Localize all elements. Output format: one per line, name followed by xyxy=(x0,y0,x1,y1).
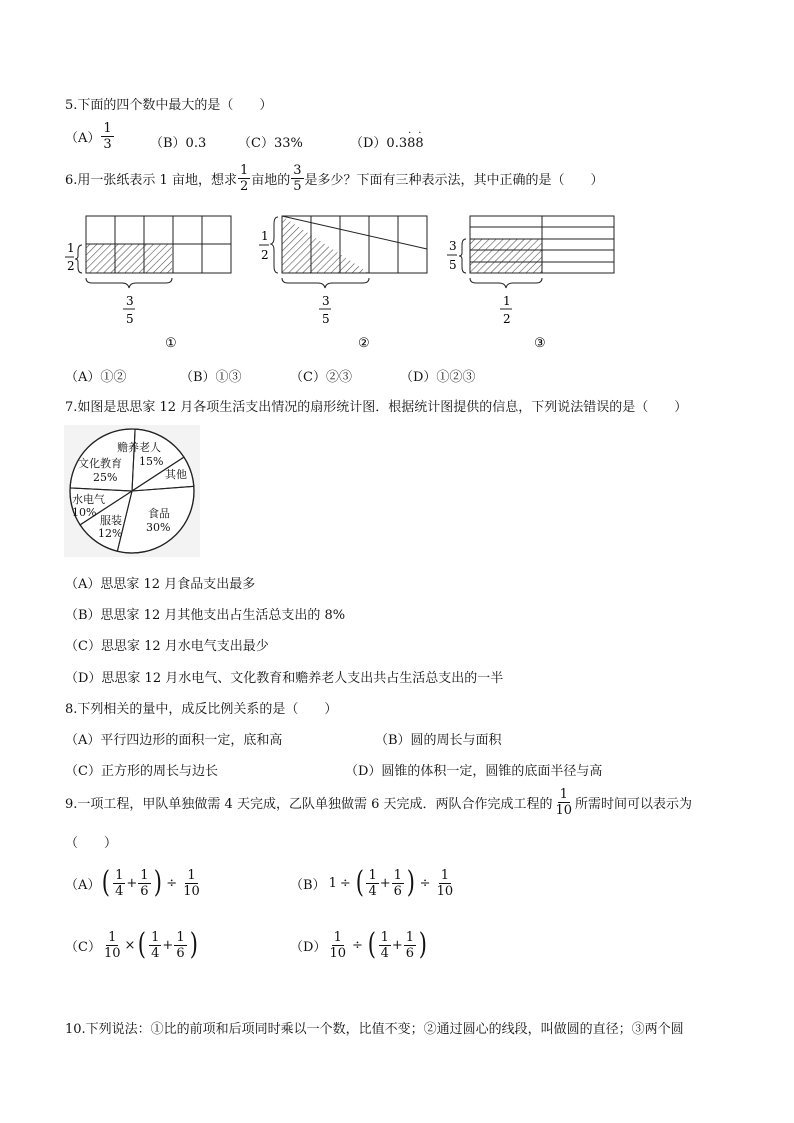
fraction xyxy=(366,869,378,898)
q8-option-c[interactable]: （C）正方形的周长与边长 xyxy=(65,764,218,779)
fraction-denominator: 2 xyxy=(239,179,249,194)
q6-option-b[interactable]: （B）①③ xyxy=(180,370,242,385)
q9-option-c[interactable] xyxy=(65,927,199,962)
fraction-denominator: 10 xyxy=(183,883,200,899)
repeat-dots: · · xyxy=(408,128,425,139)
fig1-caption: ① xyxy=(165,336,177,351)
fraction-numerator: 1 xyxy=(239,163,249,178)
pie-label-clothing: 服装 xyxy=(100,514,122,527)
q9-option-b[interactable] xyxy=(290,865,456,900)
q5-option-a-label: （A） xyxy=(65,131,101,146)
fraction-denominator: 6 xyxy=(405,945,415,961)
fraction-numerator: 1 xyxy=(440,867,449,883)
fraction-denominator: 4 xyxy=(368,883,377,899)
fig3-side-denominator: 5 xyxy=(449,258,457,272)
fraction-denominator: 5 xyxy=(293,179,302,194)
q10-stem: 10.下列说法：①比的前项和后项同时乘以一个数，比值不变；②通过圆心的线段，叫做圆的直径；③两个圆 xyxy=(65,1022,684,1037)
divide-sign: ÷ xyxy=(166,875,178,891)
q5-stem: 5.下面的四个数中最大的是（ ） xyxy=(65,98,273,113)
fraction-denominator: 6 xyxy=(176,945,185,961)
fig3-caption: ③ xyxy=(534,336,546,351)
fig1-bottom-denominator: 5 xyxy=(126,312,134,326)
pie-value-food: 30% xyxy=(146,521,171,534)
pie-value-education: 25% xyxy=(93,471,118,484)
q5-option-d-repeating xyxy=(407,128,425,151)
fig1-side-numerator: 1 xyxy=(67,241,75,255)
pie-value-utilities: 10% xyxy=(72,506,97,519)
right-paren: ) xyxy=(406,865,415,900)
q9-option-d[interactable] xyxy=(290,927,429,962)
left-paren: ( xyxy=(102,865,111,900)
fraction-numerator: 1 xyxy=(380,929,389,945)
divide-sign: ÷ xyxy=(339,875,351,891)
pie-label-food: 食品 xyxy=(148,507,170,520)
pie-label-elderly: 赡养老人 xyxy=(117,441,161,454)
plus-sign: + xyxy=(379,875,391,891)
fraction xyxy=(113,869,125,898)
fraction-denominator: 3 xyxy=(103,137,112,152)
fraction-denominator: 10 xyxy=(555,803,573,818)
shaded-region xyxy=(282,216,369,273)
q5-options xyxy=(65,122,115,151)
fraction xyxy=(138,869,150,898)
q5-option-d[interactable] xyxy=(350,128,425,151)
q7-stem: 7.如图是思思家 12 月各项生活支出情况的扇形统计图．根据统计图提供的信息，下列说法错误的是（ ） xyxy=(65,400,688,415)
fig1-side-denominator: 2 xyxy=(67,259,75,273)
q5-option-a-fraction xyxy=(101,122,113,151)
q9-stem-paren: （ ） xyxy=(65,836,118,851)
fraction-numerator: 1 xyxy=(108,929,117,945)
right-paren: ) xyxy=(189,927,198,962)
fraction-numerator: 1 xyxy=(405,929,415,945)
q6-option-a[interactable]: （A）①② xyxy=(65,370,127,385)
left-paren: ( xyxy=(355,865,364,900)
fraction xyxy=(174,931,186,960)
fraction-numerator: 1 xyxy=(393,867,402,883)
fraction-denominator: 10 xyxy=(329,945,346,961)
q9-stem-part2: 所需时间可以表示为 xyxy=(575,797,693,812)
fig2-bottom-numerator: 3 xyxy=(322,294,330,308)
shaded-region xyxy=(86,244,172,273)
q8-option-d[interactable]: （D）圆锥的体积一定，圆锥的底面半径与高 xyxy=(345,764,603,779)
divide-sign: ÷ xyxy=(351,937,363,953)
fraction-denominator: 4 xyxy=(380,945,389,961)
fraction xyxy=(404,931,416,960)
fraction-numerator: 1 xyxy=(187,867,196,883)
option-label: （C） xyxy=(65,939,101,955)
option-label: （D） xyxy=(290,939,327,955)
fig1-bottom-numerator: 3 xyxy=(126,294,134,308)
plus-sign: + xyxy=(391,937,403,953)
q6-stem-part1: 6.用一张纸表示 1 亩地，想求 xyxy=(65,173,237,188)
fraction-numerator: 1 xyxy=(151,929,160,945)
one: 1 xyxy=(328,875,337,891)
fraction xyxy=(181,869,202,898)
q9-stem-part1: 9.一项工程，甲队单独做需 4 天完成，乙队单独做需 6 天完成．两队合作完成工程的 xyxy=(65,797,553,812)
right-paren: ) xyxy=(153,865,162,900)
fig3-bottom-numerator: 1 xyxy=(503,294,511,308)
fraction-numerator: 1 xyxy=(140,867,149,883)
repeating-digits: 88 xyxy=(407,136,424,151)
fig2-side-denominator: 2 xyxy=(261,248,269,262)
fraction xyxy=(327,931,348,960)
fraction-numerator: 1 xyxy=(176,929,185,945)
q9-tenth-fraction xyxy=(553,788,574,817)
fraction xyxy=(392,869,404,898)
q6-stem-part2: 亩地的 xyxy=(251,173,291,188)
q6-stem xyxy=(65,164,604,193)
q7-option-c[interactable]: （C）思思家 12 月水电气支出最少 xyxy=(65,639,269,654)
pie-label-education: 文化教育 xyxy=(78,457,122,470)
fraction-denominator: 6 xyxy=(140,883,149,899)
option-label: （B） xyxy=(290,877,326,893)
q5-option-a[interactable] xyxy=(65,122,115,151)
fraction xyxy=(102,931,123,960)
q5-option-c[interactable]: （C）33% xyxy=(238,136,303,151)
divide-sign: ÷ xyxy=(419,875,431,891)
q7-option-b[interactable]: （B）思思家 12 月其他支出占生活总支出的 8% xyxy=(65,608,346,623)
q5-option-d-label: （D）0.3 xyxy=(350,136,408,151)
pie-label-other: 其他 xyxy=(165,468,187,481)
q9-option-a[interactable] xyxy=(65,865,203,900)
fraction-numerator: 1 xyxy=(559,787,568,802)
left-paren: ( xyxy=(367,927,376,962)
pie-chart xyxy=(64,425,200,557)
q6-option-d[interactable]: （D）①②③ xyxy=(400,370,476,385)
fraction xyxy=(379,931,391,960)
fraction-numerator: 1 xyxy=(333,929,342,945)
fraction xyxy=(149,931,161,960)
pie-label-utilities: 水电气 xyxy=(72,493,105,506)
fraction xyxy=(435,869,456,898)
q6-figure-3 xyxy=(442,208,632,353)
q6-figure-1 xyxy=(62,208,242,353)
right-paren: ) xyxy=(418,927,428,962)
fraction-numerator: 3 xyxy=(293,163,302,178)
q6-figure-2 xyxy=(254,208,434,353)
plus-sign: + xyxy=(126,875,138,891)
fraction-denominator: 10 xyxy=(103,945,121,961)
fig3-bottom-denominator: 2 xyxy=(503,312,511,326)
shaded-region xyxy=(470,239,542,273)
q6-stem-part3: 是多少？下面有三种表示法，其中正确的是（ ） xyxy=(304,173,604,188)
left-paren: ( xyxy=(138,927,147,962)
option-label: （A） xyxy=(65,877,101,893)
pie-value-clothing: 12% xyxy=(98,527,123,540)
times-sign: × xyxy=(124,937,136,953)
q7-option-a[interactable]: （A）思思家 12 月食品支出最多 xyxy=(65,577,256,592)
q9-stem xyxy=(65,788,692,817)
pie-value-elderly: 15% xyxy=(139,455,164,468)
fraction-numerator: 1 xyxy=(103,121,112,136)
plus-sign: + xyxy=(162,937,174,953)
q8-option-a[interactable]: （A）平行四边形的面积一定，底和高 xyxy=(65,733,283,748)
fraction-denominator: 4 xyxy=(115,883,124,899)
q5-option-b[interactable]: （B）0.3 xyxy=(150,136,207,151)
fraction-numerator: 1 xyxy=(115,867,124,883)
q6-option-c[interactable]: （C）②③ xyxy=(290,370,352,385)
q7-option-d[interactable]: （D）思思家 12 月水电气、文化教育和赡养老人支出共占生活总支出的一半 xyxy=(65,671,504,686)
fraction-numerator: 1 xyxy=(368,867,377,883)
fraction-denominator: 6 xyxy=(393,883,402,899)
q6-three-fifths-fraction xyxy=(291,164,303,193)
fig3-side-numerator: 3 xyxy=(449,239,457,253)
fig2-bottom-denominator: 5 xyxy=(322,312,330,326)
fraction-denominator: 10 xyxy=(436,883,454,899)
fig2-side-numerator: 1 xyxy=(261,229,269,243)
q6-half-fraction xyxy=(238,164,250,193)
fig2-caption: ② xyxy=(358,336,370,351)
fraction-denominator: 4 xyxy=(151,945,160,961)
q8-option-b[interactable]: （B）圆的周长与面积 xyxy=(375,733,502,748)
q8-stem: 8.下列相关的量中，成反比例关系的是（ ） xyxy=(65,702,338,717)
